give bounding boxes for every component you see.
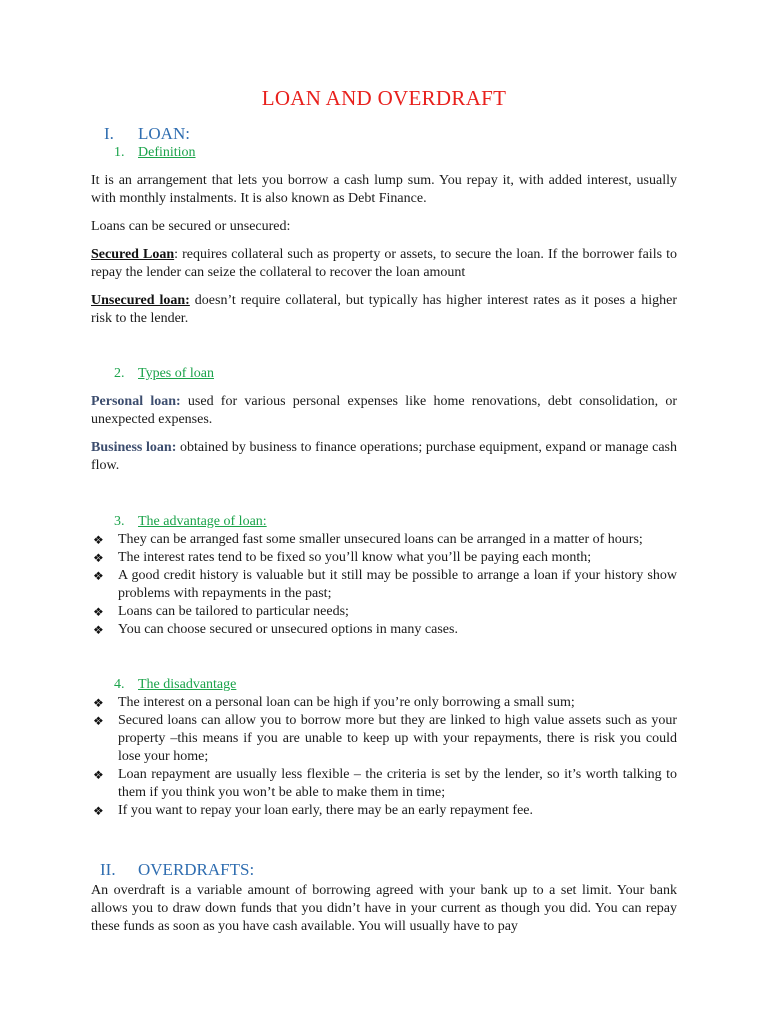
business-loan-paragraph [91, 439, 677, 475]
list-item: ❖ They can be arranged fast some smaller unsecured loans can be arranged in a matter of hours; [93, 532, 643, 547]
business-loan-term: Business loan: [91, 440, 177, 455]
definition-paragraph: It is an arrangement that lets you borrow a cash lump sum. You repay it, with added interest, usually with monthly instalments. It is also known as Debt Finance. [91, 173, 677, 206]
secured-intro-paragraph: Loans can be secured or unsecured: [91, 219, 291, 234]
bullet-diamond-icon: ❖ [93, 714, 104, 728]
unsecured-loan-paragraph [91, 292, 677, 328]
personal-loan-text: used for various personal expenses like home renovations, debt consolidation, or unexpected expenses. [91, 394, 677, 427]
subheading-label: The advantage of loan: [138, 514, 267, 529]
list-item: ❖ The interest rates tend to be fixed so you’ll know what you’ll be paying each month; [93, 550, 592, 565]
document-title: LOAN AND OVERDRAFT [261, 86, 507, 110]
section-heading-loan [104, 124, 190, 144]
list-item: ❖ If you want to repay your loan early, there may be an early repayment fee. [93, 803, 534, 818]
subheading-number: 4. [114, 677, 125, 692]
subheading-label: The disadvantage [138, 677, 237, 692]
subheading-types-of-loan [114, 366, 214, 382]
list-item: ❖ Secured loans can allow you to borrow more but they are linked to high value assets such as your property –this means if you are unable to keep up with your repayments, there is risk you could lose your home; [93, 713, 677, 764]
subheading-label: Definition [138, 145, 196, 160]
personal-loan-paragraph [91, 393, 677, 429]
subheading-number: 2. [114, 366, 125, 381]
subheading-definition [114, 145, 196, 161]
section-title: LOAN: [138, 124, 190, 143]
bullet-diamond-icon: ❖ [93, 768, 104, 782]
section-title: OVERDRAFTS: [138, 860, 255, 879]
bullet-diamond-icon: ❖ [93, 533, 104, 547]
secured-loan-paragraph [91, 246, 677, 282]
section-number: I. [104, 124, 114, 143]
secured-loan-text: : requires collateral such as property or assets, to secure the loan. If the borrower fails to repay the lender can seize the collateral to recover the loan amount [91, 247, 677, 280]
section-number: II. [100, 860, 116, 879]
bullet-diamond-icon: ❖ [93, 804, 104, 818]
subheading-disadvantages [114, 677, 236, 693]
overdraft-paragraph: An overdraft is a variable amount of borrowing agreed with your bank up to a set limit. Your bank allows you to draw down funds that you didn’t have in your current as though you did. You can repay these funds as soon as you have cash available. You will usually have to pay [91, 883, 677, 934]
advantages-list [91, 531, 677, 639]
bullet-diamond-icon: ❖ [93, 605, 104, 619]
unsecured-loan-text: doesn’t require collateral, but typically has higher interest rates as it poses a higher risk to the lender. [91, 293, 677, 326]
list-item: ❖ You can choose secured or unsecured options in many cases. [93, 622, 458, 637]
business-loan-text: obtained by business to finance operations; purchase equipment, expand or manage cash flow. [91, 440, 677, 473]
personal-loan-term: Personal loan: [91, 394, 181, 409]
subheading-number: 3. [114, 514, 125, 529]
list-item: ❖ Loans can be tailored to particular needs; [93, 604, 349, 619]
bullet-diamond-icon: ❖ [93, 696, 104, 710]
list-item: ❖ The interest on a personal loan can be high if you’re only borrowing a small sum; [93, 695, 575, 710]
bullet-diamond-icon: ❖ [93, 569, 104, 583]
subheading-advantages [114, 514, 267, 530]
secured-loan-term: Secured Loan [91, 247, 175, 262]
bullet-diamond-icon: ❖ [93, 551, 104, 565]
bullet-diamond-icon: ❖ [93, 623, 104, 637]
disadvantages-list [91, 694, 677, 820]
list-item: ❖ Loan repayment are usually less flexible – the criteria is set by the lender, so it’s worth talking to them if you think you won’t be able to make them in time; [93, 767, 677, 800]
section-heading-overdrafts [100, 860, 254, 880]
subheading-label: Types of loan [138, 366, 215, 381]
subheading-number: 1. [114, 145, 125, 160]
list-item: ❖ A good credit history is valuable but it still may be possible to arrange a loan if your history show problems with repayments in the past; [93, 568, 677, 601]
unsecured-loan-term: Unsecured loan: [91, 293, 190, 308]
